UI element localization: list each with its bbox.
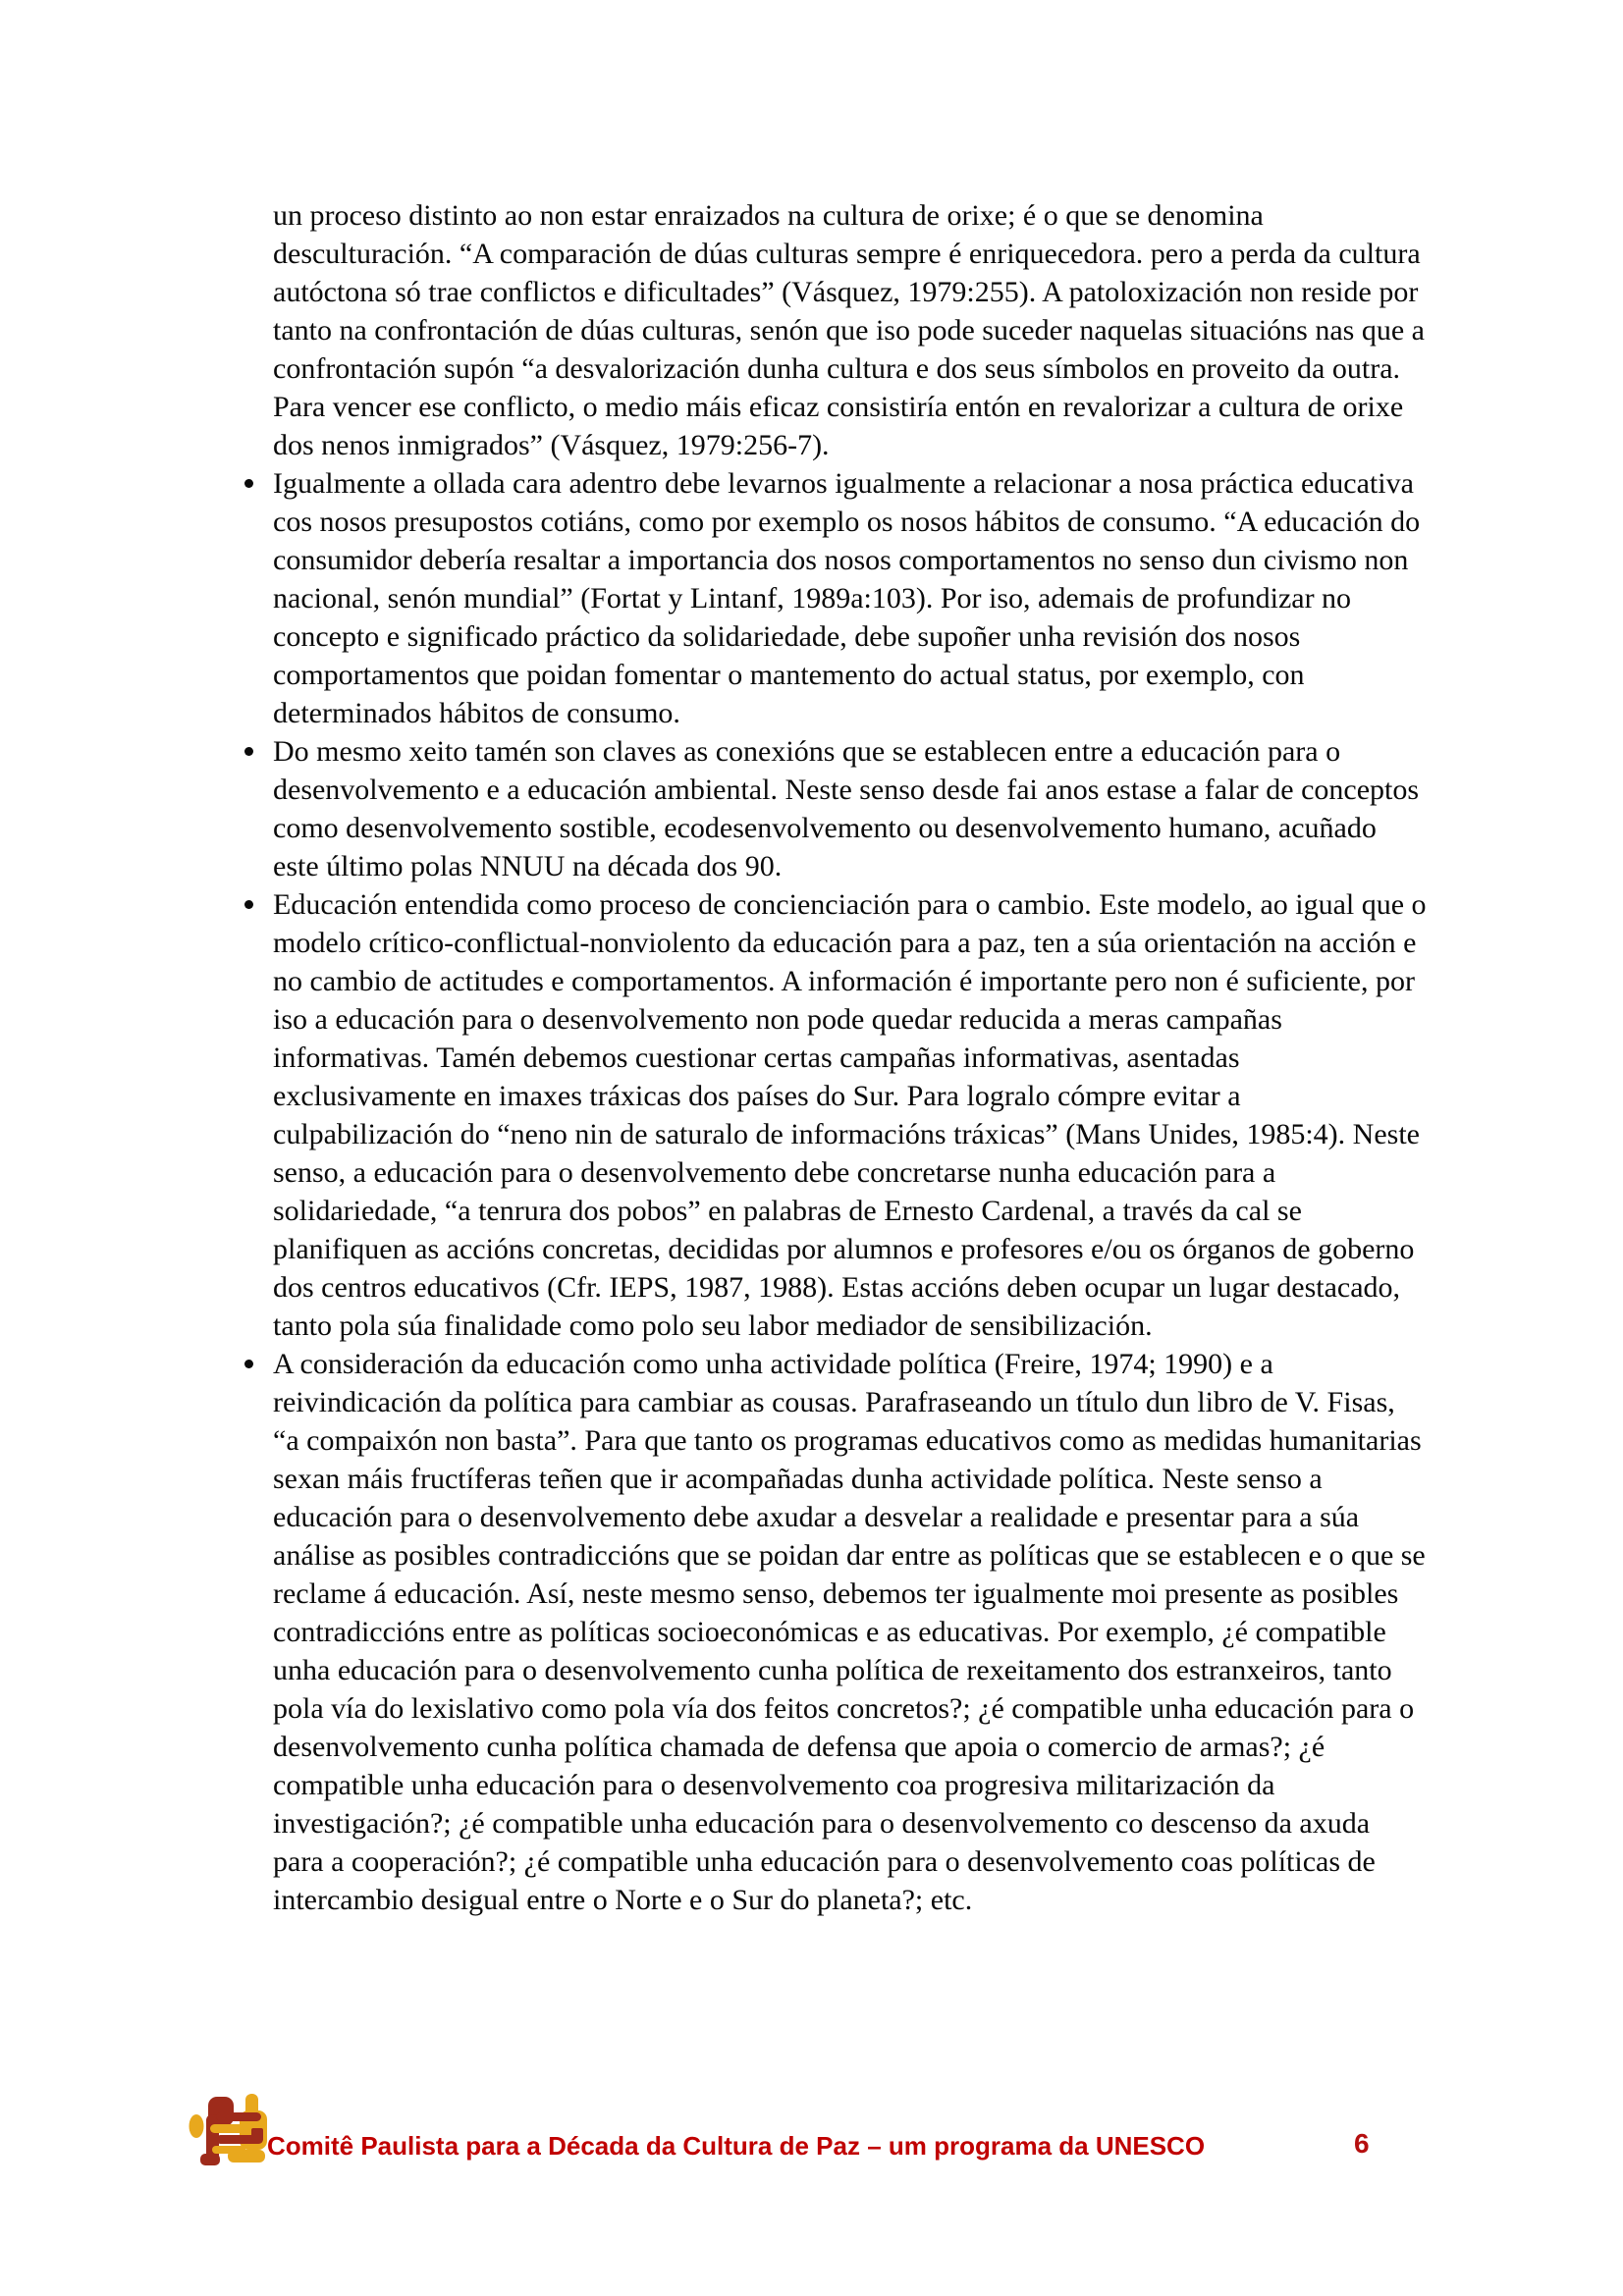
bullet-marker-icon (244, 1360, 253, 1368)
list-item (273, 464, 1427, 732)
list-item-text: Educación entendida como proceso de concienciación para o cambio. Este modelo, ao igual que o modelo crítico-conflictual-nonviolento da educación para a paz, ten a súa orientación na acción e no cambio de actitudes e comportamentos. A información é importante pero non é suficiente, por iso a educación para o desenvolvemento non pode quedar reducida a meras campañas informativas. Tamén debemos cuestionar certas campañas informativas, asentadas exclusivamente en imaxes tráxicas dos países do Sur. Para logralo cómpre evitar a culpabilización do “neno nin de saturalo de informacións tráxicas” (Mans Unides, 1985:4). Neste senso, a educación para o desenvolvemento debe concretarse nunha educación para a solidariedade, “a tenrura dos pobos” en palabras de Ernesto Cardenal, a través da cal se planifiquen as accións concretas, decididas por alumnos e profesores e/ou os órganos de goberno dos centros educativos (Cfr. IEPS, 1987, 1988). Estas accións deben ocupar un lugar destacado, tanto pola súa finalidade como polo seu labor mediador de sensibilización. (273, 888, 1427, 1342)
list-item (273, 1345, 1427, 1919)
page-number: 6 (1354, 2128, 1370, 2159)
list-item-text: A consideración da educación como unha actividade política (Freire, 1974; 1990) e a reivindicación da política para cambiar as cousas. Parafraseando un título dun libro de V. Fisas, “a compaixón non basta”. Para que tanto os programas educativos como as medidas humanitarias sexan máis fructíferas teñen que ir acompañadas dunha actividade política. Neste senso a educación para o desenvolvemento debe axudar a desvelar a realidade e presentar para a súa análise as posibles contradiccións que se poidan dar entre as políticas que se establecen e o que se reclame á educación. Así, neste mesmo senso, debemos ter igualmente moi presente as posibles contradiccións entre as políticas socioeconómicas e as educativas. Por exemplo, ¿é compatible unha educación para o desenvolvemento cunha política de rexeitamento dos estranxeiros, tanto pola vía do lexislativo como pola vía dos feitos concretos?; ¿é compatible unha educación para o desenvolvemento cunha política chamada de defensa que apoia o comercio de armas?; ¿é compatible unha educación para o desenvolvemento coa progresiva militarización da investigación?; ¿é compatible unha educación para o desenvolvemento co descenso da axuda para a cooperación?; ¿é compatible unha educación para o desenvolvemento coas políticas de intercambio desigual entre o Norte e o Sur do planeta?; etc. (273, 1348, 1426, 1916)
list-item (273, 732, 1427, 885)
page-body-text (273, 196, 1427, 1919)
page-footer (0, 2087, 1623, 2205)
bullet-marker-icon (244, 747, 253, 756)
list-item-text: Do mesmo xeito tamén son claves as conexións que se establecen entre a educación para o desenvolvemento e a educación ambiental. Neste senso desde fai anos estase a falar de conceptos como desenvolvemento sostible, ecodesenvolvemento ou desenvolvemento humano, acuñado este último polas NNUU na década dos 90. (273, 735, 1420, 882)
list-item (273, 885, 1427, 1345)
bullet-marker-icon (244, 479, 253, 488)
bullet-marker-icon (244, 900, 253, 909)
paragraph-continuation: un proceso distinto ao non estar enraizados na cultura de orixe; é o que se denomina desculturación. “A comparación de dúas culturas sempre é enriquecedora. pero a perda da cultura autóctona só trae conflictos e dificultades” (Vásquez, 1979:255). A patoloxización non reside por tanto na confrontación de dúas culturas, senón que iso pode suceder naquelas situacións nas que a confrontación supón “a desvalorización dunha cultura e dos seus símbolos en proveito da outra. Para vencer ese conflicto, o medio máis eficaz consistiría entón en revalorizar a cultura de orixe dos nenos inmigrados” (Vásquez, 1979:256-7). (273, 199, 1425, 461)
list-item-text: Igualmente a ollada cara adentro debe levarnos igualmente a relacionar a nosa práctica educativa cos nosos presupostos cotiáns, como por exemplo os nosos hábitos de consumo. “A educación do consumidor debería resaltar a importancia dos nosos comportamentos no senso dun civismo non nacional, senón mundial” (Fortat y Lintanf, 1989a:103). Por iso, ademais de profundizar no concepto e significado práctico da solidariedade, debe supoñer unha revisión dos nosos comportamentos que poidan fomentar o mantemento do actual status, por exemplo, con determinados hábitos de consumo. (273, 467, 1421, 729)
footer-committee-title: Comitê Paulista para a Década da Cultura de Paz – um programa da UNESCO (267, 2131, 1206, 2161)
interlocking-hands-logo-icon (189, 2093, 269, 2166)
